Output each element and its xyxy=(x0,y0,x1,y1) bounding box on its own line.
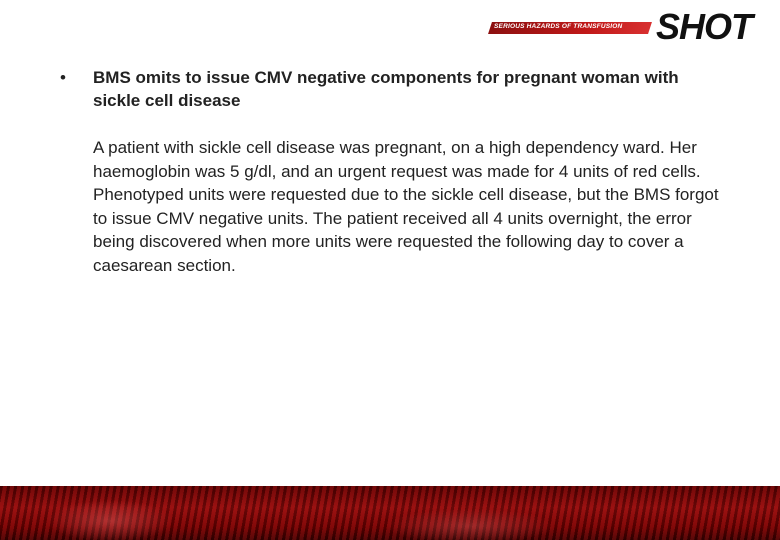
bullet-heading: BMS omits to issue CMV negative components for pregnant woman with sickle cell disease xyxy=(93,68,679,110)
bullet-marker: • xyxy=(60,68,66,87)
case-description: A patient with sickle cell disease was pregnant, on a high dependency ward. Her haemoglobin was 5 g/dl, and an urgent request was made for 4 units of red cells. Phenotyped units were requested due to the sickle cell disease, but the BMS forgot to issue CMV negative units. The patient received all 4 units overnight, the error being discovered when more units were requested the following day to cover a caesarean section. xyxy=(93,138,719,275)
footer-decoration xyxy=(0,486,780,540)
logo-tagline: SERIOUS HAZARDS OF TRANSFUSION xyxy=(494,23,623,30)
slide-content xyxy=(60,66,740,277)
bullet-item xyxy=(60,66,740,112)
shot-logo xyxy=(490,8,770,46)
logo-wordmark: SHOT xyxy=(656,6,753,47)
